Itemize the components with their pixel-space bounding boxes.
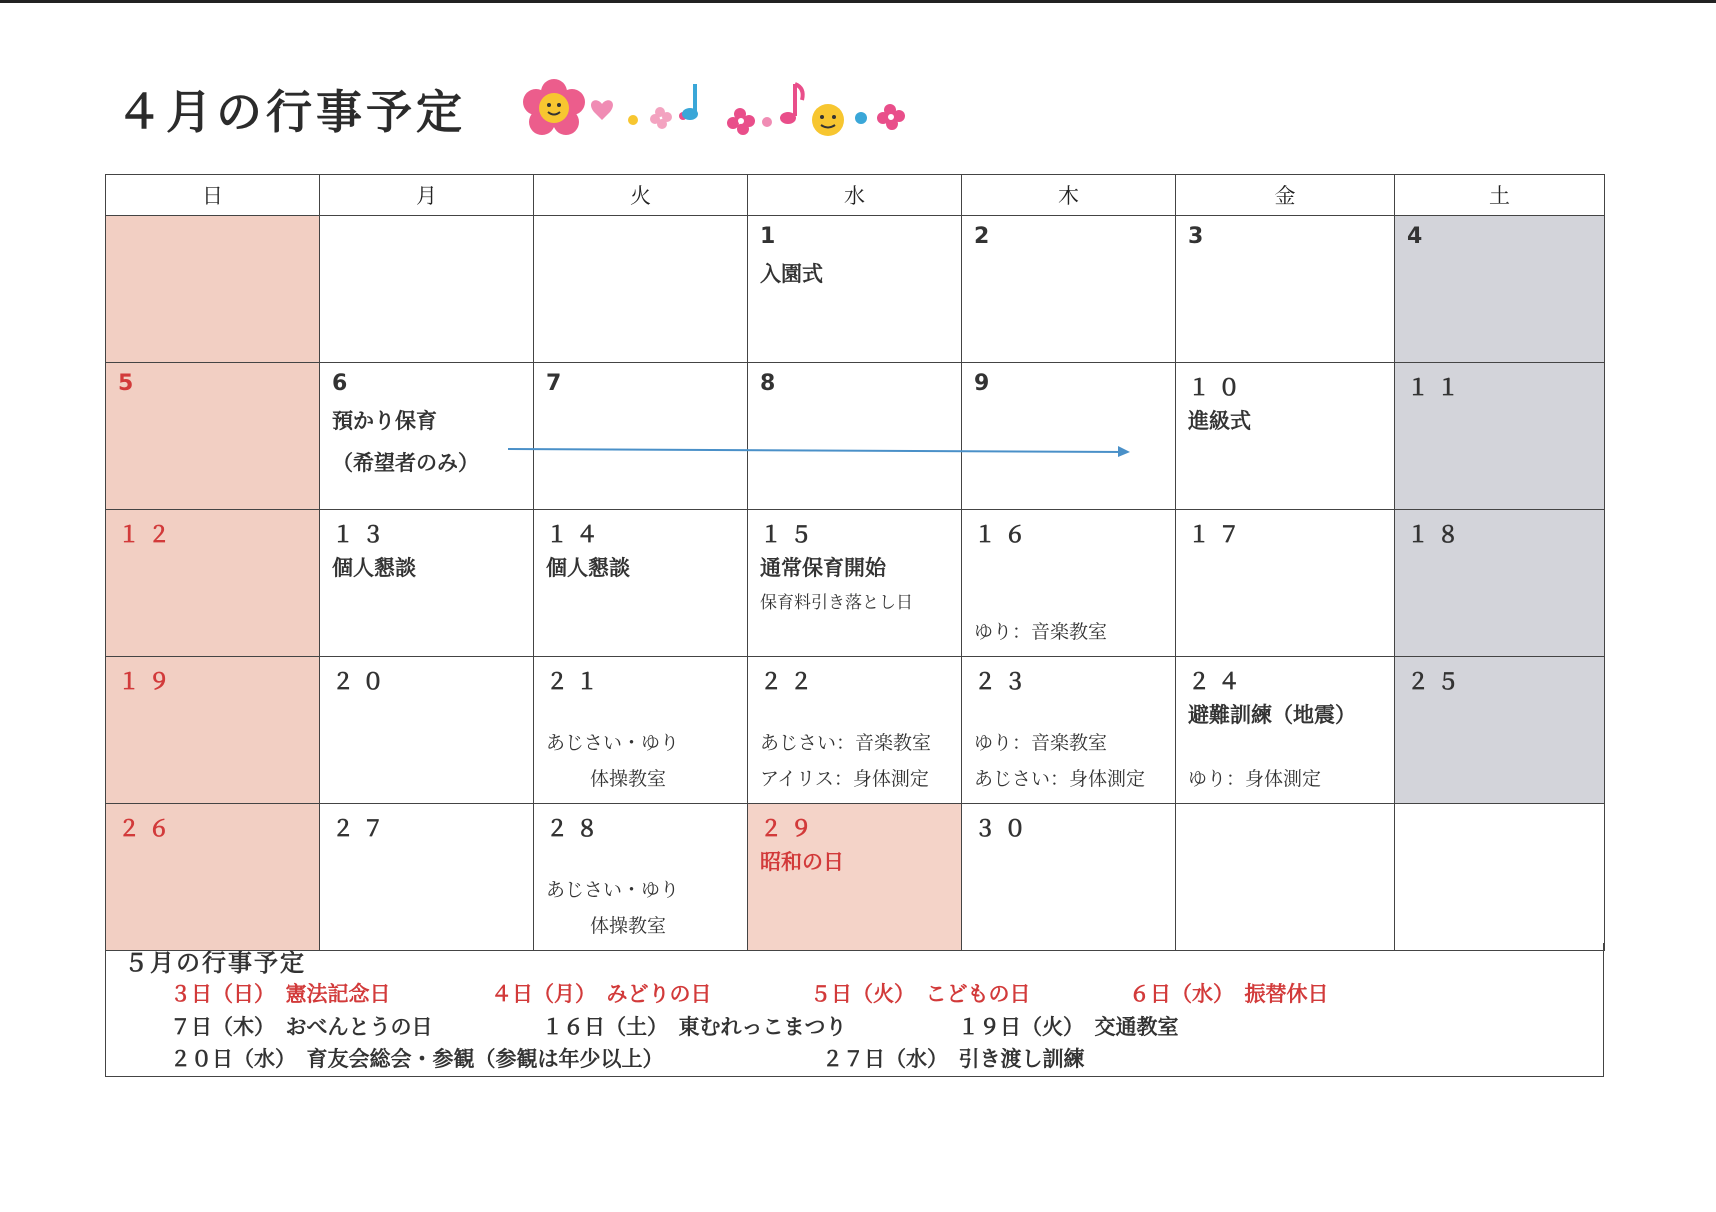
day-number: １７	[1188, 523, 1249, 548]
may-events-section	[105, 943, 1604, 1077]
day-number: ２９	[760, 817, 821, 842]
class-activity: ゆり：音楽教室	[974, 732, 1108, 754]
event-label: 避難訓練（地震）	[1188, 703, 1356, 727]
class-activities	[974, 725, 1145, 797]
event-label: 個人懇談	[546, 556, 630, 580]
may-holiday-item: ４日（月） みどりの日	[491, 982, 712, 1006]
calendar-day-cell	[1176, 657, 1395, 804]
may-holiday-item: ５日（火） こどもの日	[810, 982, 1031, 1006]
calendar-day-cell	[1176, 804, 1395, 951]
day-number: ２１	[546, 670, 607, 695]
day-number: １９	[118, 670, 179, 695]
calendar-day-cell	[962, 804, 1176, 951]
calendar-day-cell	[320, 657, 534, 804]
day-number: 3	[1188, 224, 1212, 249]
day-number: １６	[974, 523, 1035, 548]
calendar-day-cell	[1176, 510, 1395, 657]
dot-icon	[762, 117, 772, 127]
day-number: ２０	[332, 670, 393, 695]
calendar-week-row	[106, 216, 1605, 363]
day-number: 7	[546, 371, 570, 396]
day-number: 2	[974, 224, 998, 249]
event-label: 入園式	[760, 262, 823, 286]
small-flower-icon	[650, 107, 672, 129]
day-number	[1188, 812, 1382, 842]
day-number: １０	[1188, 376, 1249, 401]
day-number: 9	[974, 371, 998, 396]
calendar-day-cell	[1395, 510, 1605, 657]
calendar-day-cell	[1176, 216, 1395, 363]
may-holiday-item: ６日（水） 振替休日	[1129, 982, 1329, 1006]
small-flower-icon	[727, 108, 755, 135]
day-number: １４	[546, 523, 607, 548]
weekday-header: 火	[534, 175, 748, 216]
calendar-week-row	[106, 363, 1605, 510]
may-event-item: １９日（火） 交通教室	[958, 1015, 1179, 1039]
calendar-day-cell	[1395, 804, 1605, 951]
day-number	[332, 224, 521, 254]
day-number: １１	[1407, 376, 1468, 401]
april-calendar	[105, 174, 1605, 951]
class-activity: 体操教室	[590, 768, 667, 790]
calendar-week-row	[106, 657, 1605, 804]
class-activities	[760, 725, 931, 797]
calendar-day-cell	[962, 657, 1176, 804]
weekday-header: 水	[748, 175, 962, 216]
day-number: １５	[760, 523, 821, 548]
may-section-title: ５月の行事予定	[124, 949, 306, 977]
class-activities	[1188, 761, 1321, 797]
calendar-day-cell	[1395, 657, 1605, 804]
class-activity: あじさい・ゆり	[546, 879, 680, 901]
calendar-day-cell	[962, 510, 1176, 657]
calendar-day-cell	[106, 804, 320, 951]
calendar-day-cell	[106, 657, 320, 804]
calendar-day-cell	[748, 510, 962, 657]
day-number	[1407, 812, 1592, 842]
weekday-header: 日	[106, 175, 320, 216]
class-activity: あじさい：身体測定	[974, 768, 1146, 790]
calendar-day-cell	[534, 216, 748, 363]
event-label: 通常保育開始	[760, 556, 886, 580]
calendar-day-cell	[106, 363, 320, 510]
weekday-header: 土	[1395, 175, 1605, 216]
smiley-face-icon	[812, 104, 844, 136]
weekday-header: 金	[1176, 175, 1395, 216]
dot-icon	[628, 115, 638, 125]
class-activities	[546, 872, 679, 944]
day-number: ２２	[760, 670, 821, 695]
scan-top-edge	[0, 0, 1716, 3]
day-number: ３０	[974, 817, 1035, 842]
day-number: ２６	[118, 817, 179, 842]
event-note: （希望者のみ）	[332, 451, 479, 475]
class-activity: あじさい：音楽教室	[760, 732, 932, 754]
calendar-day-cell	[534, 510, 748, 657]
calendar-day-cell	[962, 363, 1176, 510]
calendar-day-cell	[962, 216, 1176, 363]
event-label: 進級式	[1188, 409, 1251, 433]
may-event-item: ２０日（水） 育友会総会・参観（参観は年少以上）	[170, 1047, 664, 1071]
day-number: 6	[332, 371, 356, 396]
heart-icon	[591, 100, 613, 120]
calendar-day-cell	[106, 510, 320, 657]
calendar-day-cell	[748, 216, 962, 363]
day-number: 8	[760, 371, 784, 396]
calendar-day-cell	[534, 363, 748, 510]
flower-face-icon	[523, 79, 585, 135]
class-activity: 体操教室	[590, 915, 667, 937]
day-number	[118, 224, 307, 254]
calendar-day-cell	[748, 363, 962, 510]
calendar-day-cell	[1176, 363, 1395, 510]
may-holiday-item: ３日（日） 憲法記念日	[170, 982, 391, 1006]
calendar-day-cell	[534, 804, 748, 951]
day-number: ２８	[546, 817, 607, 842]
event-label: 預かり保育	[332, 409, 437, 433]
event-label: 昭和の日	[760, 850, 844, 874]
class-activity: アイリス：身体測定	[760, 768, 929, 790]
calendar-day-cell	[320, 804, 534, 951]
event-note: 保育料引き落とし日	[760, 593, 913, 613]
weekday-header: 月	[320, 175, 534, 216]
music-note-icon	[795, 84, 803, 116]
duration-arrow	[508, 444, 1136, 458]
day-number: 5	[118, 371, 142, 396]
class-activity: あじさい・ゆり	[546, 732, 680, 754]
calendar-day-cell	[320, 216, 534, 363]
day-number: ２４	[1188, 670, 1249, 695]
calendar-day-cell	[320, 363, 534, 510]
day-number: 1	[760, 224, 784, 249]
day-number: ２５	[1407, 670, 1468, 695]
calendar-day-cell	[320, 510, 534, 657]
class-activities	[546, 725, 679, 797]
may-event-item: ７日（木） おべんとうの日	[170, 1015, 433, 1039]
calendar-day-cell	[748, 804, 962, 951]
calendar-day-cell	[748, 657, 962, 804]
may-event-item: ２７日（水） 引き渡し訓練	[822, 1047, 1085, 1071]
class-activity: ゆり：身体測定	[1188, 768, 1322, 790]
small-flower-icon	[877, 104, 905, 130]
calendar-week-row	[106, 804, 1605, 951]
weekday-header: 木	[962, 175, 1176, 216]
day-number: ２３	[974, 670, 1035, 695]
class-activity: ゆり：音楽教室	[974, 621, 1108, 643]
day-number: 4	[1407, 224, 1431, 249]
dot-icon	[855, 112, 867, 124]
calendar-week-row	[106, 510, 1605, 657]
calendar-day-cell	[534, 657, 748, 804]
calendar-day-cell	[106, 216, 320, 363]
day-number: １２	[118, 523, 179, 548]
event-label: 個人懇談	[332, 556, 416, 580]
class-activities	[974, 614, 1107, 650]
day-number: ２７	[332, 817, 393, 842]
may-event-item: １６日（土） 東むれっこまつり	[542, 1015, 847, 1039]
decoration-stickers	[520, 72, 940, 142]
day-number: １８	[1407, 523, 1468, 548]
day-number	[546, 224, 735, 254]
page-title: ４月の行事予定	[116, 85, 466, 139]
day-number: １３	[332, 523, 393, 548]
calendar-day-cell	[1395, 363, 1605, 510]
weekday-header-row	[106, 175, 1605, 216]
calendar-day-cell	[1395, 216, 1605, 363]
